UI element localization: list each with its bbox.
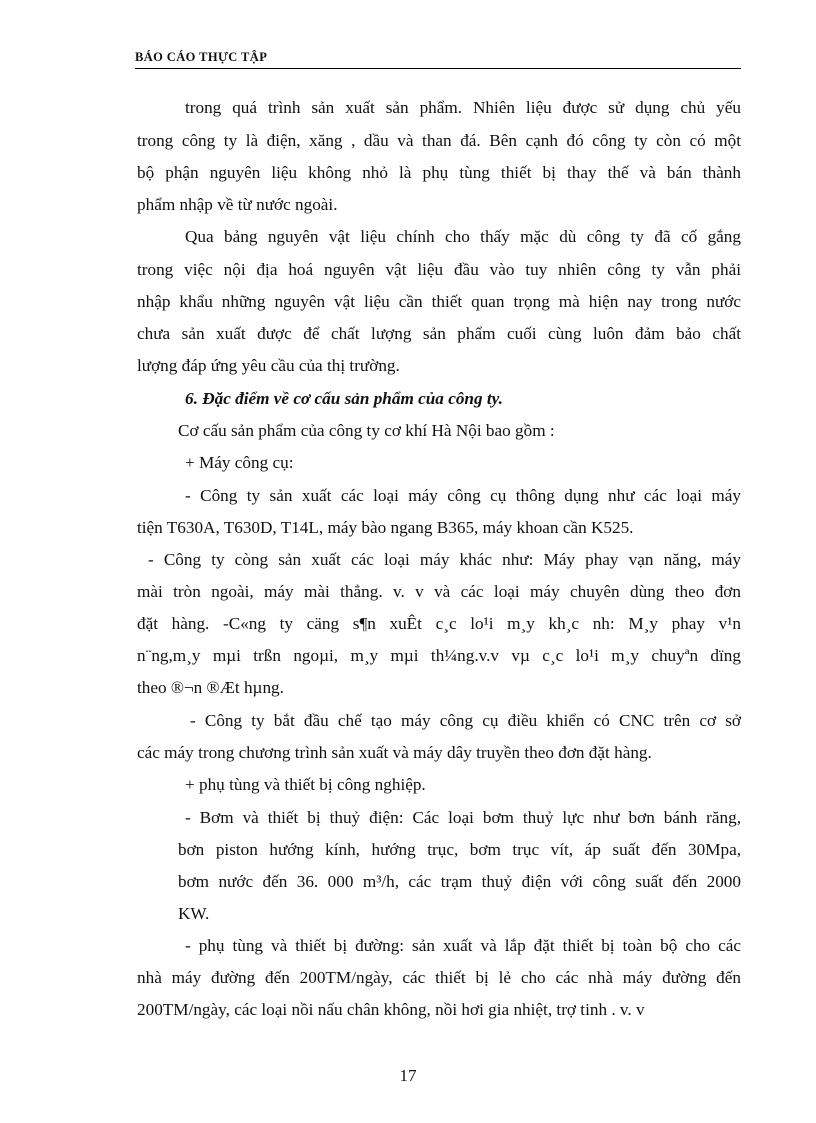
text-line: tiện T630A, T630D, T14L, máy bào ngang B365, máy khoan cần K525. bbox=[137, 518, 634, 537]
garbled-text-line: đặt hàng. -C«ng ty cäng s¶n xuÊt c¸c lo¹i m¸y kh¸c nh: M¸y phay v¹n bbox=[137, 614, 741, 633]
page-header bbox=[135, 50, 741, 69]
text-line: nhà máy đường đến 200TM/ngày, các thiết bị lẻ cho các nhà máy đường đến bbox=[137, 968, 741, 987]
garbled-text-line: theo ®¬n ®Æt hµng. bbox=[137, 678, 284, 697]
section-heading: 6. Đặc điểm về cơ cấu sản phẩm của công ty. bbox=[185, 389, 503, 408]
text-line: KW. bbox=[178, 904, 210, 923]
report-title: BÁO CÁO THỰC TẬP bbox=[135, 50, 268, 64]
garbled-text-line: n¨ng,m¸y mµi trßn ngoµi, m¸y mµi th¼ng.v.v vµ c¸c lo¹i m¸y chuyªn dïng bbox=[137, 646, 741, 665]
text-line: Cơ cấu sản phẩm của công ty cơ khí Hà Nội bao gồm : bbox=[178, 421, 555, 440]
page-number: 17 bbox=[399, 1066, 417, 1085]
text-line: trong quá trình sản xuất sản phẩm. Nhiên liệu được sử dụng chủ yếu bbox=[185, 98, 741, 117]
text-line: Qua bảng nguyên vật liệu chính cho thấy mặc dù công ty đã cố gắng bbox=[185, 227, 741, 246]
text-line: phẩm nhập về từ nước ngoài. bbox=[137, 195, 338, 214]
text-line: chưa sản xuất được để chất lượng sản phẩm cuối cùng luôn đảm bảo chất bbox=[137, 324, 741, 343]
text-line: - Công ty sản xuất các loại máy công cụ thông dụng như các loại máy bbox=[185, 486, 741, 505]
text-line: - phụ tùng và thiết bị đường: sản xuất và lắp đặt thiết bị toàn bộ cho các bbox=[185, 936, 741, 955]
text-line: - Công ty bắt đầu chế tạo máy công cụ điều khiển có CNC trên cơ sở bbox=[190, 711, 741, 730]
text-line: nhập khẩu những nguyên vật liệu cần thiết quan trọng mà hiện nay trong nước bbox=[137, 292, 741, 311]
text-line: mài tròn ngoài, máy mài thẳng. v. v và các loại máy chuyên dùng theo đơn bbox=[137, 582, 741, 601]
text-line: + Máy công cụ: bbox=[185, 453, 294, 472]
text-line: 200TM/ngày, các loại nồi nấu chân không, nồi hơi gia nhiệt, trợ tinh . v. v bbox=[137, 1000, 645, 1019]
text-line: trong việc nội địa hoá nguyên vật liệu đầu vào tuy nhiên công ty vẫn phải bbox=[137, 260, 741, 279]
text-line: - Bơm và thiết bị thuỷ điện: Các loại bơm thuỷ lực như bơn bánh răng, bbox=[185, 808, 741, 827]
text-line: lượng đáp ứng yêu cầu của thị trường. bbox=[137, 356, 400, 375]
text-line: - Công ty còng sản xuất các loại máy khác như: Máy phay vạn năng, máy bbox=[148, 550, 741, 569]
text-line: bơn piston hướng kính, hướng trục, bơm trục vít, áp suất đến 30Mpa, bbox=[178, 840, 741, 859]
text-line: trong công ty là điện, xăng , dầu và than đá. Bên cạnh đó công ty còn có một bbox=[137, 131, 741, 150]
text-line: bộ phận nguyên liệu không nhỏ là phụ tùng thiết bị thay thế và bán thành bbox=[137, 163, 741, 182]
text-line: bơm nước đến 36. 000 m³/h, các trạm thuỷ điện với công suất đến 2000 bbox=[178, 872, 741, 891]
text-line: + phụ tùng và thiết bị công nghiệp. bbox=[185, 775, 426, 794]
text-line: các máy trong chương trình sản xuất và máy dây truyền theo đơn đặt hàng. bbox=[137, 743, 652, 762]
